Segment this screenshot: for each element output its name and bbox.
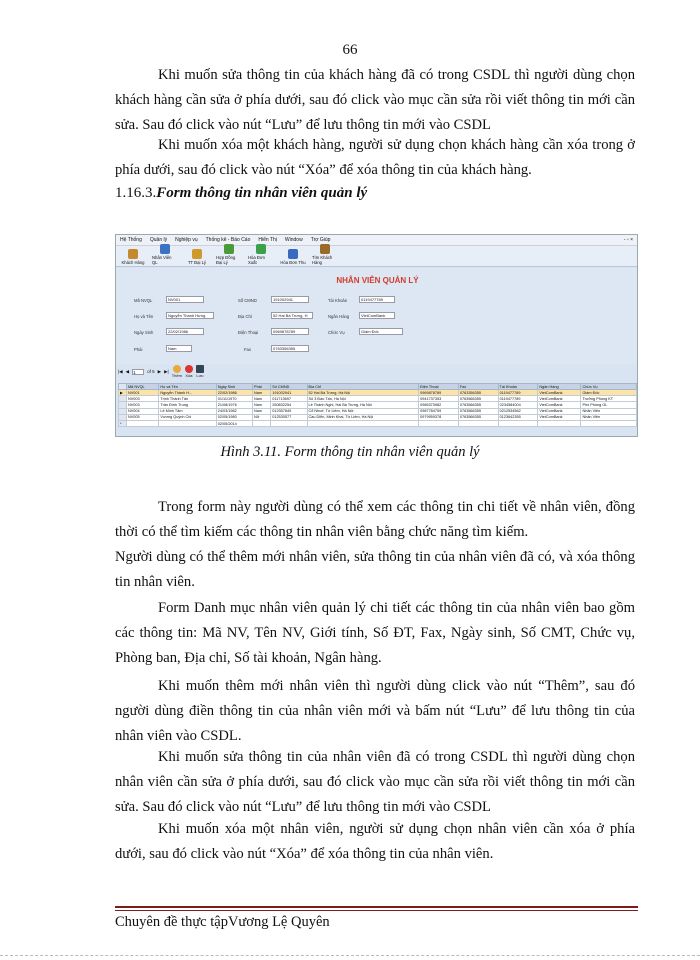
label-ho-ten: Họ và Tên	[134, 314, 154, 319]
form-title: NHÂN VIÊN QUẢN LÝ	[336, 276, 419, 285]
col-header[interactable]: Fax	[458, 384, 498, 390]
table-cell[interactable]: Lê Thánh Nghi, Hai Bà Trưng, Hà Nội	[307, 402, 419, 408]
save-button[interactable]: Lưu	[196, 365, 204, 378]
prev-record-button[interactable]: ◀	[125, 368, 130, 374]
window-controls[interactable]: - ▫ ×	[623, 237, 633, 243]
table-cell[interactable]: 0763566355	[458, 408, 498, 414]
ribbon-receipt-button[interactable]: Hóa Đơn Thu	[280, 249, 306, 265]
table-cell[interactable]: 0969878789	[419, 390, 459, 396]
table-cell[interactable]: NV003	[127, 396, 159, 402]
table-cell[interactable]: Trịnh Thành Tân	[159, 396, 216, 402]
table-cell[interactable]: 02/05/2014	[216, 420, 252, 426]
table-cell[interactable]: Nam	[253, 402, 271, 408]
col-header[interactable]: Chức Vụ	[581, 384, 637, 390]
paragraph-add-employee: Khi muốn thêm mới nhân viên thì người dùng click vào nút “Thêm”, sau đó người dùng điền thông tin của nhân viên mới và bấm nút “Lưu” để lưu thông tin của nhân viên vào CSDL.	[115, 678, 635, 744]
table-cell[interactable]: Số 3 Đào Tấn, Hà Nội	[307, 396, 419, 402]
menu-item[interactable]: Quản lý	[149, 237, 168, 243]
ribbon-staff-button[interactable]: Nhân Viên QL	[152, 244, 178, 265]
table-cell[interactable]: 012530577	[271, 414, 307, 420]
paragraph-delete-employee: Khi muốn xóa một nhân viên, người sử dụng chọn nhân viên cần xóa ở phía dưới, sau đó click vào nút “Xóa” để xóa thông tin của nhân viên.	[115, 821, 635, 862]
table-cell[interactable]: 012357849	[271, 408, 307, 414]
table-cell[interactable]: 0763566355	[458, 402, 498, 408]
fax-field[interactable]: 0763356355	[271, 345, 309, 352]
page-input[interactable]: 1	[132, 369, 144, 375]
table-cell[interactable]: Giám Đốc	[581, 390, 637, 396]
table-cell[interactable]	[253, 420, 271, 426]
col-header[interactable]: Ngân Hàng	[538, 384, 581, 390]
col-header[interactable]: Mã NVQL	[127, 384, 159, 390]
table-cell[interactable]: 0234584004	[498, 402, 538, 408]
row-indicator[interactable]: ▶	[119, 390, 127, 396]
ngay-sinh-picker[interactable]: 22/02/1986	[166, 328, 204, 335]
table-cell[interactable]	[159, 420, 216, 426]
add-button[interactable]: Thêm	[172, 365, 182, 378]
agency-icon	[192, 249, 202, 259]
table-cell[interactable]: Nam	[253, 396, 271, 402]
record-navigator	[118, 365, 204, 378]
table-cell[interactable]: 0212534562	[498, 408, 538, 414]
table-cell[interactable]: 0763566355	[458, 396, 498, 402]
label-dien-thoai: Điện Thoại	[238, 330, 259, 335]
footer-rule-thin	[115, 910, 638, 911]
employee-form-screenshot	[115, 234, 638, 437]
table-cell[interactable]: 01/11/1970	[216, 396, 252, 402]
col-header[interactable]: Tài Khoản	[498, 384, 538, 390]
page-bottom-border	[0, 955, 700, 956]
chuc-vu-select[interactable]: Giám Đốc	[359, 328, 403, 335]
table-cell[interactable]: Cầu Diễn, Minh Khai, Từ Liêm, Hà Nội	[307, 414, 419, 420]
table-cell[interactable]: VietComBank	[538, 408, 581, 414]
table-cell[interactable]: Nam	[253, 390, 271, 396]
table-cell[interactable]	[498, 420, 538, 426]
col-header[interactable]: Số CMND	[271, 384, 307, 390]
save-icon	[196, 365, 204, 373]
so-cmnd-field[interactable]: 191002941	[271, 296, 309, 303]
label-dia-chi: Địa Chỉ	[238, 314, 252, 319]
page-count: of 5	[147, 369, 155, 374]
col-header[interactable]: Điện Thoại	[419, 384, 459, 390]
table-cell[interactable]: 0119477789	[498, 396, 538, 402]
table-cell[interactable]: 250832254	[271, 402, 307, 408]
section-number: 1.16.3.	[115, 185, 157, 201]
label-ngan-hang: Ngân Hàng	[328, 314, 350, 319]
table-cell[interactable]: NV005	[127, 414, 159, 420]
col-header[interactable]: Ngày Sinh	[216, 384, 252, 390]
table-cell[interactable]: VietComBank	[538, 402, 581, 408]
table-cell[interactable]: Nguyễn Thành H...	[159, 390, 216, 396]
paragraph-form-overview: Trong form này người dùng có thể xem các thông tin chi tiết về nhân viên, đồng thời có thể tìm kiếm các thông tin nhân viên bằng chức năng tìm kiếm.	[115, 499, 635, 540]
row-indicator[interactable]: *	[119, 420, 127, 426]
table-cell[interactable]	[458, 420, 498, 426]
table-cell[interactable]: 0987784759	[419, 408, 459, 414]
ribbon-customers-button[interactable]: Khách Hàng	[120, 249, 146, 265]
table-cell[interactable]: 0979959378	[419, 414, 459, 420]
label-so-cmnd: Số CMND	[238, 298, 257, 303]
paragraph-edit-customer: Khi muốn sửa thông tin của khách hàng đã có trong CSDL thì người dùng chọn khách hàng cần sửa ở phía dưới, sau đó click vào mục cần sửa rồi viết thông tin mới cần sửa. Sau đó click vào nút “Lưu” để lưu thông tin mới vào CSDL	[115, 67, 635, 133]
table-cell[interactable]: Nhân Viên	[581, 414, 637, 420]
table-cell[interactable]	[271, 420, 307, 426]
contract-icon	[224, 244, 234, 254]
footer-rule	[115, 906, 638, 908]
table-cell[interactable]: Cổ Nhuế, Từ Liêm, Hà Nội	[307, 408, 419, 414]
staff-icon	[160, 244, 170, 254]
menu-item[interactable]: Thống kê - Báo Cáo	[205, 237, 251, 243]
label-fax: Fax	[244, 347, 251, 352]
customers-icon	[128, 249, 138, 259]
find-customer-icon	[320, 244, 330, 254]
label-ngay-sinh: Ngày Sinh	[134, 330, 154, 335]
dia-chi-field[interactable]: 52 Hai Bà Trưng, H	[271, 312, 313, 319]
table-cell[interactable]: 22/02/1986	[216, 390, 252, 396]
table-cell[interactable]: VietComBank	[538, 396, 581, 402]
export-invoice-icon	[256, 244, 266, 254]
section-title: Form thông tin nhân viên quản lý	[156, 185, 368, 201]
app-ribbon	[116, 246, 637, 267]
table-cell[interactable]: 0119477789	[498, 390, 538, 396]
table-cell[interactable]	[307, 420, 419, 426]
table-cell[interactable]: 0985373982	[419, 402, 459, 408]
label-tai-khoan: Tài Khoản	[328, 298, 348, 303]
paragraph-form-fields: Form Danh mục nhân viên quản lý chi tiết các thông tin của nhân viên bao gồm các thông tin: Mã NV, Tên NV, Giới tính, Số ĐT, Fax, Ngày sinh, Số CMT, Chức vụ, Phòng ban, Địa chỉ, Số tài khoản, Ngân hàng.	[115, 600, 635, 666]
table-cell[interactable]: 21/08/1976	[216, 402, 252, 408]
table-cell[interactable]	[419, 420, 459, 426]
menu-item[interactable]: Nghiệp vụ	[175, 237, 198, 243]
table-cell[interactable]: Nam	[253, 408, 271, 414]
form-area	[116, 268, 638, 364]
ho-ten-field[interactable]: Nguyễn Thành Hưng	[166, 312, 214, 319]
col-header[interactable]: Địa Chỉ	[307, 384, 419, 390]
table-cell[interactable]: NV003	[127, 402, 159, 408]
table-cell[interactable]: 0763356355	[458, 390, 498, 396]
table-cell[interactable]: NV004	[127, 408, 159, 414]
phai-select[interactable]: Nam	[166, 345, 192, 352]
table-cell[interactable]: Nữ	[253, 414, 271, 420]
table-cell[interactable]	[581, 420, 637, 426]
table-cell[interactable]: Vương Quỳnh Chi	[159, 414, 216, 420]
table-cell[interactable]: Trưởng Phòng KT	[581, 396, 637, 402]
app-menu-bar	[116, 235, 637, 246]
menu-item[interactable]: Window	[284, 237, 303, 243]
paragraph-delete-customer: Khi muốn xóa một khách hàng, người sử dụng chọn khách hàng cần xóa trong ở phía dưới, sau đó click vào nút “Xóa” để xóa thông tin của khách hàng.	[115, 137, 635, 178]
add-icon	[173, 365, 181, 373]
table-cell[interactable]: Trần Đình Trung	[159, 402, 216, 408]
table-cell[interactable]	[127, 420, 159, 426]
menu-item[interactable]: Hệ Thống	[120, 237, 142, 243]
table-row[interactable]	[119, 420, 637, 426]
table-cell[interactable]: VietComBank	[538, 390, 581, 396]
label-phai: Phái	[134, 347, 143, 352]
col-header[interactable]: Phái	[253, 384, 271, 390]
page-number: 66	[342, 42, 358, 58]
figure-caption: Hình 3.11. Form thông tin nhân viên quản lý	[220, 444, 480, 460]
table-cell[interactable]	[538, 420, 581, 426]
label-chuc-vu: Chức Vụ	[328, 330, 345, 335]
table-cell[interactable]: Phó Phòng GL	[581, 402, 637, 408]
table-cell[interactable]: 0123642355	[498, 414, 538, 420]
delete-button[interactable]: Xóa	[185, 365, 193, 378]
table-cell[interactable]: Lê Minh Tâm	[159, 408, 216, 414]
table-cell[interactable]: Nhân Viên	[581, 408, 637, 414]
employee-grid	[118, 383, 637, 427]
paragraph-edit-employee: Khi muốn sửa thông tin của nhân viên đã có trong CSDL thì người dùng chọn nhân viên cần sửa ở phía dưới, sau đó click vào mục cần sửa rồi viết thông tin mới cần sửa. Sau đó click vào nút “Lưu” để lưu thông tin mới vào CSDL	[115, 749, 635, 815]
ngan-hang-field[interactable]: VietComBank	[359, 312, 395, 319]
first-record-button[interactable]: |◀	[118, 368, 123, 374]
table-cell[interactable]: 011713697	[271, 396, 307, 402]
dien-thoai-field[interactable]: 0969878789	[271, 328, 309, 335]
section-heading	[115, 185, 367, 202]
ribbon-agency-button[interactable]: TT Đại Lý	[184, 249, 210, 265]
table-cell[interactable]: VietComBank	[538, 414, 581, 420]
tai-khoan-field[interactable]: 0119477789	[359, 296, 395, 303]
menu-item[interactable]: Hiển Thị	[258, 237, 277, 243]
col-header[interactable]: Họ và Tên	[159, 384, 216, 390]
delete-icon	[185, 365, 193, 373]
menu-item[interactable]: Trợ Giúp	[310, 237, 331, 243]
label-ma-nv: Mã NVQL	[134, 298, 153, 303]
footer-text: Chuyên đề thực tậpVương Lệ Quyên	[115, 914, 330, 930]
table-cell[interactable]: 52 Hai Bà Trưng, Hà Nội	[307, 390, 419, 396]
table-cell[interactable]: 24/03/1982	[216, 408, 252, 414]
ribbon-find-customer-button[interactable]: Tìm Khách Hàng	[312, 244, 338, 265]
next-record-button[interactable]: ▶	[157, 368, 162, 374]
table-cell[interactable]: NV001	[127, 390, 159, 396]
table-cell[interactable]: 02/05/1980	[216, 414, 252, 420]
table-cell[interactable]: 191002941	[271, 390, 307, 396]
table-cell[interactable]: 0941737353	[419, 396, 459, 402]
table-cell[interactable]: 0763566355	[458, 414, 498, 420]
receipt-icon	[288, 249, 298, 259]
ribbon-contract-button[interactable]: Hợp Đồng Đại Lý	[216, 244, 242, 265]
ribbon-export-invoice-button[interactable]: Hóa Đơn Xuất	[248, 244, 274, 265]
last-record-button[interactable]: ▶|	[164, 368, 169, 374]
ma-nv-field[interactable]: NV001	[166, 296, 204, 303]
paragraph-user-actions: Người dùng có thể thêm mới nhân viên, sửa thông tin của nhân viên đã có, và xóa thông tin nhân viên.	[115, 549, 635, 590]
